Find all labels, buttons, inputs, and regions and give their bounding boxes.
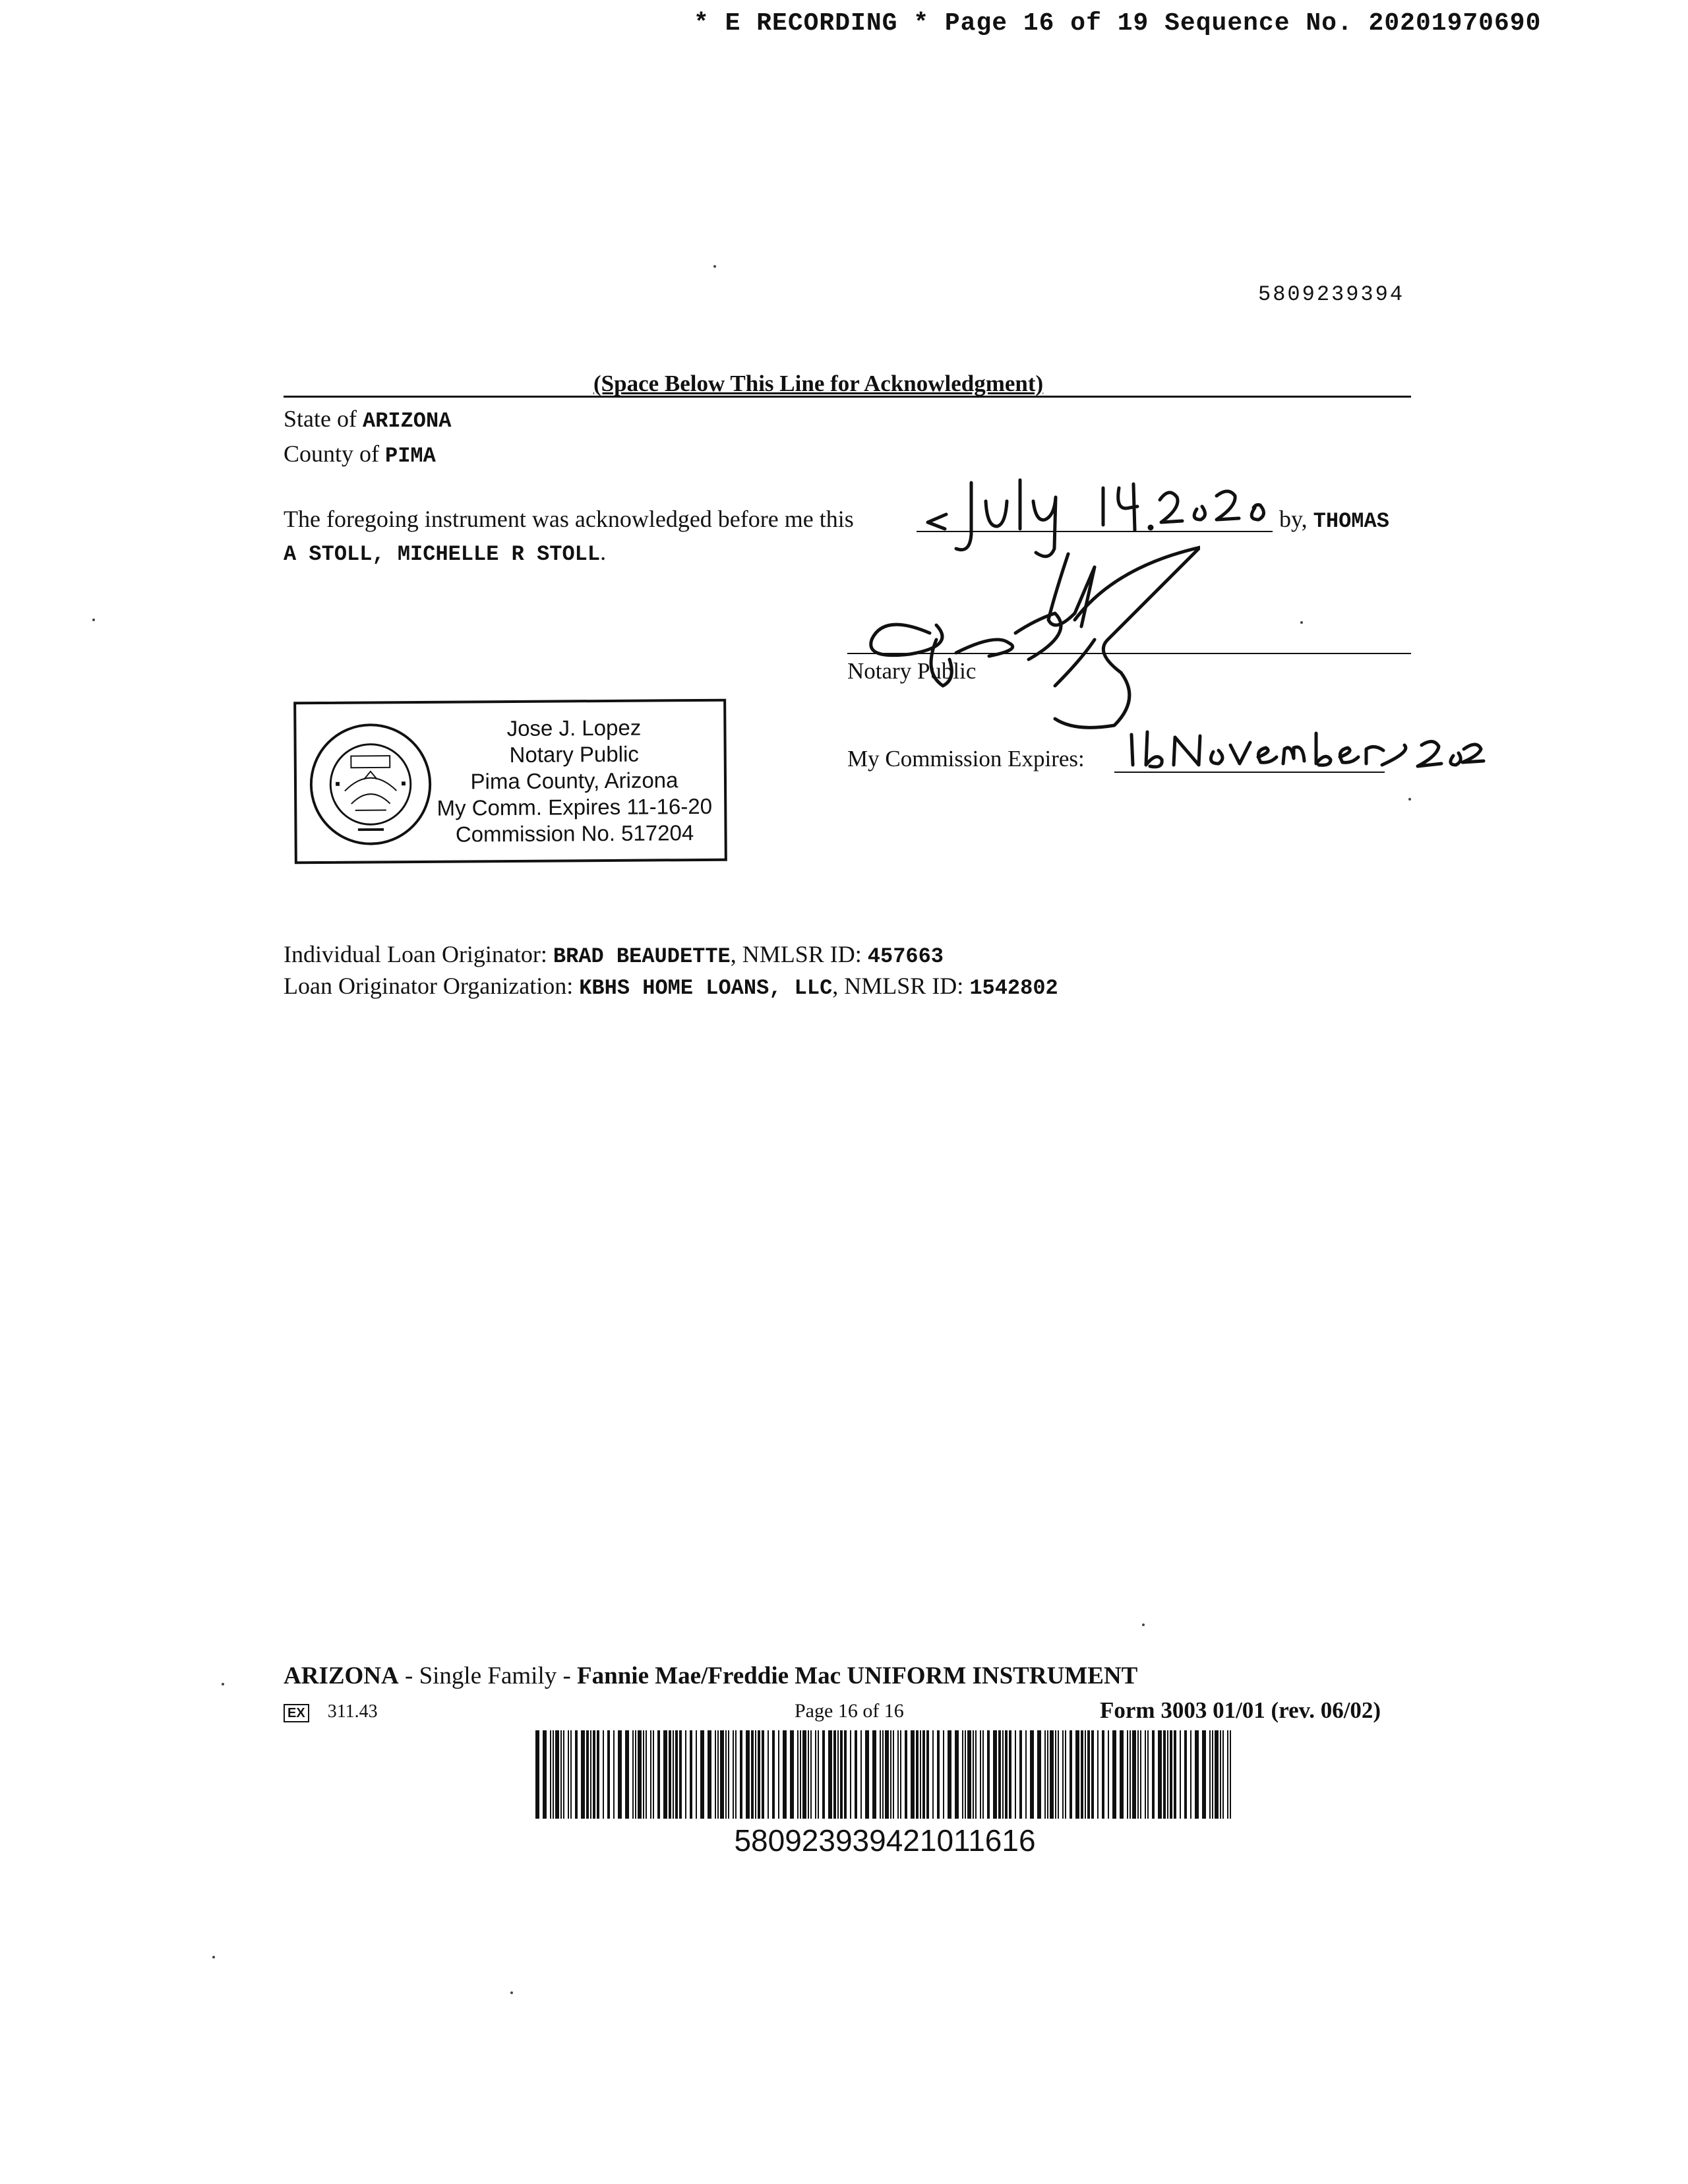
ex-logo-icon: EX (284, 1704, 309, 1722)
barcode-bar (733, 1730, 734, 1819)
barcode-bar (1112, 1730, 1116, 1819)
barcode-bar (1058, 1730, 1059, 1819)
barcode-bar (669, 1730, 671, 1819)
barcode-bar (720, 1730, 724, 1819)
barcode-bar (882, 1730, 884, 1819)
barcode-bar (967, 1730, 971, 1819)
barcode-bar (850, 1730, 851, 1819)
barcode-bar (746, 1730, 750, 1819)
barcode-bar (1163, 1730, 1166, 1819)
state-value: ARIZONA (362, 409, 452, 433)
barcode-bar (643, 1730, 644, 1819)
barcode-bar (1015, 1730, 1016, 1819)
barcode-bar (650, 1730, 651, 1819)
barcode-bar (1147, 1730, 1149, 1819)
barcode-bar (872, 1730, 876, 1819)
barcode-bar (837, 1730, 839, 1819)
barcode-bar (1167, 1730, 1168, 1819)
barcode-bar (920, 1730, 921, 1819)
barcode-bar (673, 1730, 674, 1819)
barcode-bar (1127, 1730, 1128, 1819)
barcode-bar (715, 1730, 716, 1819)
individual-originator-name: BRAD BEAUDETTE (553, 944, 731, 969)
footer-state: ARIZONA (284, 1662, 399, 1689)
barcode-bar (965, 1730, 966, 1819)
barcode-bar (1085, 1730, 1086, 1819)
barcode-bar (1140, 1730, 1141, 1819)
barcode-bar (993, 1730, 997, 1819)
barcode-bar (740, 1730, 742, 1819)
barcode-bar (980, 1730, 981, 1819)
barcode-bar (1215, 1730, 1219, 1819)
barcode-bar (1132, 1730, 1136, 1819)
barcode-bar (607, 1730, 610, 1819)
county-line (284, 440, 436, 468)
barcode-bar (840, 1730, 843, 1819)
notary-public-label: Notary Public (847, 658, 977, 684)
barcode-bar (1108, 1730, 1109, 1819)
barcode-bar (603, 1730, 604, 1819)
barcode-bar (1025, 1730, 1027, 1819)
barcode-bar (893, 1730, 894, 1819)
scan-speck (222, 1683, 224, 1685)
barcode-bar (844, 1730, 847, 1819)
footer-title-end: Fannie Mae/Freddie Mac UNIFORM INSTRUMENT (577, 1662, 1138, 1689)
barcode-bar (1120, 1730, 1124, 1819)
barcode-bar (1145, 1730, 1146, 1819)
barcode-bar (948, 1730, 951, 1819)
barcode-bar (1195, 1730, 1199, 1819)
barcode-bar (586, 1730, 589, 1819)
barcode-bar (555, 1730, 559, 1819)
barcode-icon (535, 1730, 1234, 1819)
barcode-bar (1050, 1730, 1054, 1819)
barcode-bar (768, 1730, 769, 1819)
barcode-bar (783, 1730, 787, 1819)
scan-speck (1408, 798, 1411, 801)
barcode-bar (1209, 1730, 1211, 1819)
barcode-bar (696, 1730, 697, 1819)
barcode-bar (962, 1730, 963, 1819)
barcode-bar (1002, 1730, 1004, 1819)
scan-speck (713, 265, 716, 268)
barcode-bar (725, 1730, 727, 1819)
barcode-bar (1019, 1730, 1022, 1819)
barcode-bar (613, 1730, 615, 1819)
barcode-bar (1062, 1730, 1064, 1819)
barcode-bar (1009, 1730, 1011, 1819)
org-originator-name: KBHS HOME LOANS, LLC (579, 976, 833, 1000)
barcode-bar (822, 1730, 825, 1819)
barcode-bar (590, 1730, 591, 1819)
state-label: State of (284, 406, 357, 432)
notary-title: Notary Public (509, 741, 639, 768)
barcode-bar (975, 1730, 977, 1819)
barcode-bar (1180, 1730, 1181, 1819)
barcode-bar (618, 1730, 622, 1819)
barcode-bar (563, 1730, 564, 1819)
barcode-bar (575, 1730, 578, 1819)
barcode-bar (1044, 1730, 1046, 1819)
barcode-bar (943, 1730, 944, 1819)
barcode-bar (1222, 1730, 1224, 1819)
barcode-bar (1030, 1730, 1034, 1819)
barcode-bar (1190, 1730, 1191, 1819)
commission-expires-label: My Commission Expires: (847, 746, 1085, 772)
barcode-bar (581, 1730, 585, 1819)
barcode-bar (762, 1730, 764, 1819)
notary-signature (857, 541, 1200, 739)
individual-loan-originator (284, 940, 944, 969)
barcode-bar (1097, 1730, 1099, 1819)
barcode-bar (828, 1730, 832, 1819)
barcode-bar (926, 1730, 929, 1819)
barcode-bar (833, 1730, 836, 1819)
barcode-bar (772, 1730, 775, 1819)
barcode-bar (593, 1730, 595, 1819)
county-label: County of (284, 440, 380, 467)
barcode-bar (973, 1730, 974, 1819)
barcode-bar (778, 1730, 779, 1819)
barcode-bar (1170, 1730, 1172, 1819)
barcode-bar (1055, 1730, 1056, 1819)
individual-nmlsr-id: 457663 (867, 944, 944, 969)
barcode-bar (675, 1730, 678, 1819)
individual-originator-label: Individual Loan Originator: (284, 941, 547, 967)
loan-originator-organization (284, 972, 1058, 1000)
signers-part-2: A STOLL, MICHELLE R STOLL (284, 542, 601, 566)
barcode-bar (632, 1730, 634, 1819)
barcode-bar (865, 1730, 869, 1819)
barcode-bar (568, 1730, 569, 1819)
barcode-bar (1087, 1730, 1090, 1819)
barcode-bar (708, 1730, 711, 1819)
notary-expiry: My Comm. Expires 11-16-20 (437, 793, 713, 820)
foregoing-statement: The foregoing instrument was acknowledged before me this (284, 506, 854, 532)
by-signers (1279, 505, 1389, 533)
barcode-bar (635, 1730, 636, 1819)
barcode-bar (860, 1730, 862, 1819)
signers-end: . (600, 539, 607, 565)
barcode-bar (808, 1730, 809, 1819)
barcode-bar (810, 1730, 812, 1819)
barcode-bar (758, 1730, 760, 1819)
individual-nmlsr-label: , NMLSR ID: (730, 941, 862, 967)
barcode-bar (1212, 1730, 1213, 1819)
barcode-bar (1220, 1730, 1221, 1819)
notary-commission-number: Commission No. 517204 (455, 820, 694, 847)
barcode-bar (1075, 1730, 1079, 1819)
notary-county: Pima County, Arizona (470, 768, 678, 794)
barcode-bar (1130, 1730, 1131, 1819)
barcode-bar (987, 1730, 990, 1819)
barcode-bar (905, 1730, 907, 1819)
barcode-bar (717, 1730, 719, 1819)
scan-speck (510, 1991, 513, 1994)
barcode-bar (1081, 1730, 1083, 1819)
acknowledgment-divider (284, 396, 1411, 398)
barcode-bar (998, 1730, 1001, 1819)
barcode-bar (800, 1730, 801, 1819)
scan-speck (92, 619, 95, 621)
org-originator-label: Loan Originator Organization: (284, 973, 574, 999)
barcode-bar (1137, 1730, 1139, 1819)
barcode-bar (885, 1730, 889, 1819)
barcode-bar (638, 1730, 642, 1819)
barcode-bar (751, 1730, 754, 1819)
loan-number: 5809239394 (1258, 282, 1405, 307)
barcode-bar (880, 1730, 881, 1819)
barcode-bar (890, 1730, 891, 1819)
barcode-bar (690, 1730, 692, 1819)
barcode-bar (570, 1730, 572, 1819)
barcode-bar (897, 1730, 899, 1819)
barcode-bar (1047, 1730, 1048, 1819)
barcode-bar (1202, 1730, 1206, 1819)
footer-form-code (284, 1701, 378, 1722)
barcode-bar (646, 1730, 647, 1819)
signers-part-1: THOMAS (1313, 509, 1389, 533)
barcode-bar (1102, 1730, 1104, 1819)
acknowledgment-section-title: (Space Below This Line for Acknowledgment) (593, 371, 1044, 396)
notary-name: Jose J. Lopez (506, 715, 642, 741)
barcode-bar (922, 1730, 925, 1819)
barcode-bar (1174, 1730, 1176, 1819)
barcode-bar (932, 1730, 934, 1819)
org-nmlsr-label: , NMLSR ID: (832, 973, 964, 999)
barcode-bar (1070, 1730, 1072, 1819)
barcode-bar (735, 1730, 737, 1819)
barcode-bar (728, 1730, 729, 1819)
barcode-bar (543, 1730, 547, 1819)
barcode-number: 580923939421011616 (734, 1823, 1036, 1858)
scan-speck (1142, 1623, 1145, 1626)
footer-form-number: Form 3003 01/01 (rev. 06/02) (1100, 1697, 1381, 1723)
scan-speck (212, 1956, 215, 1958)
signers-line (284, 538, 606, 566)
barcode-bar (685, 1730, 686, 1819)
barcode-bar (1230, 1730, 1231, 1819)
barcode-bar (1065, 1730, 1066, 1819)
barcode-bar (982, 1730, 984, 1819)
barcode-bar (1227, 1730, 1228, 1819)
barcode-bar (700, 1730, 704, 1819)
arizona-state-seal-icon (305, 719, 435, 849)
by-label: by, (1279, 506, 1308, 532)
barcode-bar (911, 1730, 915, 1819)
barcode-bar (855, 1730, 857, 1819)
state-line (284, 405, 451, 433)
barcode-bar (900, 1730, 901, 1819)
county-value: PIMA (385, 444, 436, 468)
footer-title-middle: - Single Family - (398, 1662, 578, 1689)
barcode-bar (535, 1730, 539, 1819)
barcode-bar (937, 1730, 940, 1819)
barcode-bar (955, 1730, 959, 1819)
barcode-bar (597, 1730, 599, 1819)
barcode-bar (560, 1730, 562, 1819)
barcode-bar (1091, 1730, 1094, 1819)
barcode-bar (1037, 1730, 1041, 1819)
barcode-bar (818, 1730, 819, 1819)
barcode-bar (625, 1730, 629, 1819)
barcode-bar (802, 1730, 806, 1819)
barcode-bar (790, 1730, 794, 1819)
barcode-bar (550, 1730, 551, 1819)
handwritten-commission-expiry (1121, 725, 1490, 778)
barcode-bar (755, 1730, 756, 1819)
recording-header: * E RECORDING * Page 16 of 19 Sequence No. 20201970690 (694, 9, 1542, 38)
footer-page-number: Page 16 of 16 (795, 1700, 904, 1722)
barcode-bar (1158, 1730, 1162, 1819)
barcode-bar (679, 1730, 682, 1819)
barcode-bar (663, 1730, 667, 1819)
org-nmlsr-id: 1542802 (969, 976, 1058, 1000)
barcode-bar (657, 1730, 660, 1819)
barcode-bar (797, 1730, 799, 1819)
barcode-bar (815, 1730, 816, 1819)
barcode-bar (1005, 1730, 1008, 1819)
barcode-bar (916, 1730, 919, 1819)
barcode-bar (1184, 1730, 1187, 1819)
notary-stamp (293, 699, 727, 864)
footer-code-number: 311.43 (327, 1701, 378, 1722)
barcode-bar (653, 1730, 654, 1819)
barcode-bar (553, 1730, 554, 1819)
barcode-bar (1152, 1730, 1155, 1819)
scan-speck (1300, 621, 1303, 624)
footer-form-title (284, 1662, 1137, 1690)
